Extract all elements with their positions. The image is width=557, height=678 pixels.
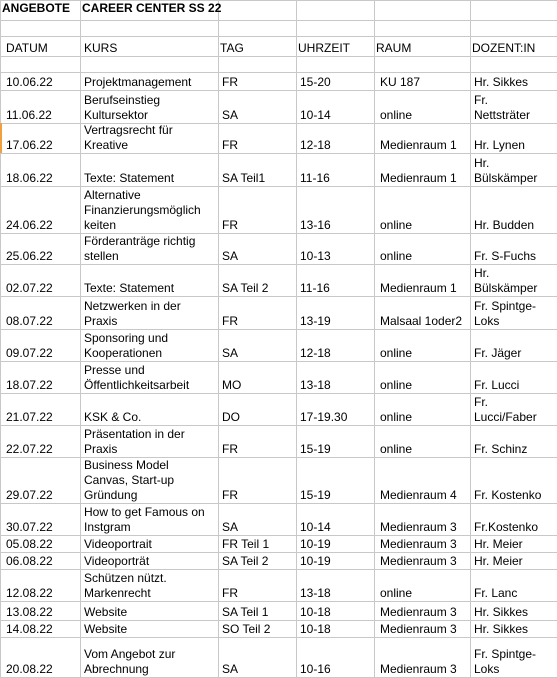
tag-cell[interactable]: [220, 123, 296, 153]
kurs-cell[interactable]: [82, 72, 218, 90]
datum-text: 13.08.22: [6, 605, 53, 619]
kurs-text: Schützen nützt.: [84, 571, 167, 585]
dozent-cell[interactable]: [472, 329, 557, 361]
uhrzeit-text: 10-19: [300, 537, 331, 551]
raum-text: Medienraum 4: [380, 488, 457, 502]
uhrzeit-text: 12-18: [300, 138, 331, 152]
kurs-text: Instgram: [84, 520, 131, 534]
raum-text: Malsaal 1oder2: [380, 314, 463, 328]
title-cell-a[interactable]: [0, 0, 80, 20]
raum-cell[interactable]: [378, 569, 470, 601]
raum-text: online: [380, 249, 413, 263]
dozent-text: Fr. Schinz: [474, 442, 528, 456]
kurs-text: Kooperationen: [84, 346, 163, 360]
kurs-cell[interactable]: [82, 425, 218, 457]
dozent-text: Hr. Sikkes: [474, 605, 529, 619]
raum-text: Medienraum 1: [380, 281, 457, 295]
dozent-text: Fr.: [474, 93, 488, 107]
tag-text: SA Teil 2: [222, 281, 269, 295]
uhrzeit-cell[interactable]: [298, 569, 374, 601]
kurs-cell[interactable]: [82, 264, 218, 296]
tag-cell[interactable]: [220, 637, 296, 677]
raum-text: Medienraum 3: [380, 520, 457, 534]
raum-text: Medienraum 3: [380, 662, 457, 676]
dozent-text: Fr. Lucci: [474, 378, 520, 392]
tag-text: SA: [222, 346, 239, 360]
kurs-text: Gründung: [84, 488, 138, 502]
datum-cell[interactable]: [4, 153, 80, 186]
column-divider: [296, 0, 297, 677]
uhrzeit-cell[interactable]: [298, 153, 374, 186]
kurs-cell[interactable]: [82, 601, 218, 620]
dozent-cell[interactable]: [472, 457, 557, 503]
kurs-text: Projektmanagement: [84, 75, 192, 89]
uhrzeit-text: 13-18: [300, 586, 331, 600]
uhrzeit-cell[interactable]: [298, 264, 374, 296]
dozent-text: Hr. Meier: [474, 554, 523, 568]
kurs-text: Präsentation in der: [84, 427, 185, 441]
datum-cell[interactable]: [4, 123, 80, 153]
uhrzeit-text: 17-19.30: [300, 410, 348, 424]
kurs-cell[interactable]: [82, 153, 218, 186]
dozent-text: Hr. Lynen: [474, 138, 525, 152]
datum-cell[interactable]: [4, 186, 80, 233]
datum-cell[interactable]: [4, 361, 80, 393]
tag-text: SA: [222, 520, 239, 534]
datum-text: 14.08.22: [6, 622, 53, 636]
kurs-text: Texte: Statement: [84, 281, 175, 295]
tag-text: FR: [222, 75, 238, 89]
dozent-cell[interactable]: [472, 569, 557, 601]
uhrzeit-text: 13-19: [300, 314, 331, 328]
column-divider: [80, 0, 81, 677]
column-divider: [0, 0, 1, 677]
dozent-text: Hr.: [474, 156, 490, 170]
kurs-cell[interactable]: [82, 123, 218, 153]
raum-text: Medienraum 3: [380, 554, 457, 568]
kurs-text: Abrechnung: [84, 662, 149, 676]
kurs-text: Website: [84, 622, 128, 636]
uhrzeit-text: 10-13: [300, 249, 331, 263]
raum-text: online: [380, 218, 413, 232]
uhrzeit-text: 15-19: [300, 488, 331, 502]
raum-cell[interactable]: [378, 601, 470, 620]
datum-text: 18.06.22: [6, 171, 53, 185]
kurs-text: How to get Famous on: [84, 505, 205, 519]
tag-cell[interactable]: [220, 329, 296, 361]
raum-cell[interactable]: [378, 233, 470, 264]
dozent-cell[interactable]: [472, 186, 557, 233]
column-divider: [470, 0, 471, 677]
dozent-text: Loks: [474, 314, 500, 328]
header-datum[interactable]: DATUM: [6, 41, 48, 55]
title-a: ANGEBOTE: [2, 1, 71, 15]
kurs-text: Canvas, Start-up: [84, 473, 175, 487]
dozent-cell[interactable]: [472, 264, 557, 296]
column-divider: [218, 0, 219, 677]
uhrzeit-cell[interactable]: [298, 601, 374, 620]
datum-cell[interactable]: [4, 233, 80, 264]
tag-text: FR: [222, 314, 238, 328]
uhrzeit-cell[interactable]: [298, 457, 374, 503]
kurs-text: Förderanträge richtig: [84, 234, 196, 248]
kurs-text: Praxis: [84, 314, 118, 328]
tag-text: FR: [222, 442, 238, 456]
raum-text: Medienraum 3: [380, 622, 457, 636]
tag-cell[interactable]: [220, 620, 296, 637]
kurs-text: Netzwerken in der: [84, 299, 181, 313]
kurs-text: KSK & Co.: [84, 410, 142, 424]
raum-cell[interactable]: [378, 123, 470, 153]
datum-text: 11.06.22: [6, 108, 52, 122]
kurs-text: Praxis: [84, 442, 118, 456]
row-marker: [0, 123, 2, 153]
raum-text: online: [380, 108, 413, 122]
uhrzeit-text: 10-14: [300, 108, 331, 122]
row-divider: [0, 56, 557, 57]
uhrzeit-cell[interactable]: [298, 72, 374, 90]
datum-cell[interactable]: [4, 457, 80, 503]
raum-text: Medienraum 3: [380, 605, 457, 619]
kurs-text: stellen: [84, 249, 119, 263]
kurs-text: Business Model: [84, 458, 169, 472]
uhrzeit-cell[interactable]: [298, 535, 374, 552]
datum-text: 17.06.22: [6, 138, 53, 152]
tag-cell[interactable]: [220, 153, 296, 186]
raum-cell[interactable]: [378, 296, 470, 329]
tag-text: FR Teil 1: [222, 537, 270, 551]
datum-text: 02.07.22: [6, 281, 53, 295]
dozent-cell[interactable]: [472, 361, 557, 393]
tag-text: SA: [222, 662, 239, 676]
dozent-cell[interactable]: [472, 123, 557, 153]
raum-cell[interactable]: [378, 329, 470, 361]
datum-cell[interactable]: [4, 552, 80, 569]
kurs-text: Vertragsrecht für: [84, 123, 173, 137]
tag-cell[interactable]: [220, 264, 296, 296]
tag-cell[interactable]: [220, 72, 296, 90]
kurs-cell[interactable]: [82, 637, 218, 677]
raum-cell[interactable]: [378, 425, 470, 457]
kurs-cell[interactable]: [82, 620, 218, 637]
kurs-cell[interactable]: [82, 361, 218, 393]
datum-cell[interactable]: [4, 425, 80, 457]
tag-text: SO Teil 2: [222, 622, 271, 636]
datum-cell[interactable]: [4, 329, 80, 361]
dozent-text: Fr. Kostenko: [474, 488, 542, 502]
tag-cell[interactable]: [220, 186, 296, 233]
raum-text: online: [380, 586, 413, 600]
kurs-text: Texte: Statement: [84, 171, 175, 185]
tag-cell[interactable]: [220, 393, 296, 425]
raum-cell[interactable]: [378, 503, 470, 535]
dozent-cell[interactable]: [472, 503, 557, 535]
datum-text: 25.06.22: [6, 249, 53, 263]
datum-text: 29.07.22: [6, 488, 53, 502]
kurs-text: Kultursektor: [84, 108, 149, 122]
kurs-text: Vom Angebot zur: [84, 647, 176, 661]
kurs-text: keiten: [84, 218, 117, 232]
datum-cell[interactable]: [4, 296, 80, 329]
datum-text: 05.08.22: [6, 537, 53, 551]
header-tag[interactable]: TAG: [220, 41, 244, 55]
kurs-text: Presse und: [84, 363, 145, 377]
raum-text: Medienraum 1: [380, 171, 457, 185]
tag-text: SA Teil 2: [222, 554, 269, 568]
dozent-cell[interactable]: [472, 393, 557, 425]
dozent-text: Hr. Meier: [474, 537, 523, 551]
raum-text: online: [380, 410, 413, 424]
raum-text: online: [380, 442, 413, 456]
datum-text: 30.07.22: [6, 520, 53, 534]
kurs-text: Videoporträt: [84, 554, 150, 568]
raum-cell[interactable]: [378, 393, 470, 425]
uhrzeit-cell[interactable]: [298, 393, 374, 425]
dozent-text: Fr. Spintge-: [474, 647, 537, 661]
tag-cell[interactable]: [220, 601, 296, 620]
tag-cell[interactable]: [220, 425, 296, 457]
dozent-cell[interactable]: [472, 620, 557, 637]
kurs-text: Finanzierungsmöglich: [84, 203, 201, 217]
raum-cell[interactable]: [378, 457, 470, 503]
kurs-cell[interactable]: [82, 552, 218, 569]
uhrzeit-text: 11-16: [300, 281, 330, 295]
kurs-cell[interactable]: [82, 233, 218, 264]
uhrzeit-text: 10-18: [300, 622, 331, 636]
raum-cell[interactable]: [378, 637, 470, 677]
kurs-text: Website: [84, 605, 128, 619]
tag-text: SA Teil 1: [222, 605, 269, 619]
datum-text: 20.08.22: [6, 662, 53, 676]
kurs-cell[interactable]: [82, 296, 218, 329]
datum-cell[interactable]: [4, 264, 80, 296]
raum-text: KU 187: [380, 75, 421, 89]
kurs-text: Videoportrait: [84, 537, 152, 551]
dozent-cell[interactable]: [472, 233, 557, 264]
dozent-text: Hr. Sikkes: [474, 75, 529, 89]
dozent-text: Bülskämper: [474, 281, 538, 295]
tag-cell[interactable]: [220, 569, 296, 601]
datum-text: 21.07.22: [6, 410, 53, 424]
datum-cell[interactable]: [4, 393, 80, 425]
tag-cell[interactable]: [220, 503, 296, 535]
datum-text: 09.07.22: [6, 346, 53, 360]
kurs-cell[interactable]: [82, 329, 218, 361]
dozent-text: Fr. S-Fuchs: [474, 249, 537, 263]
uhrzeit-text: 10-16: [300, 662, 331, 676]
raum-cell[interactable]: [378, 535, 470, 552]
dozent-text: Fr. Jäger: [474, 346, 522, 360]
dozent-text: Fr.: [474, 395, 488, 409]
uhrzeit-cell[interactable]: [298, 361, 374, 393]
raum-cell[interactable]: [378, 186, 470, 233]
kurs-text: Sponsoring und: [84, 331, 169, 345]
uhrzeit-text: 10-18: [300, 605, 331, 619]
dozent-cell[interactable]: [472, 552, 557, 569]
datum-cell[interactable]: [4, 637, 80, 677]
tag-text: FR: [222, 488, 238, 502]
dozent-text: Fr. Lanc: [474, 586, 518, 600]
kurs-text: Markenrecht: [84, 586, 151, 600]
datum-cell[interactable]: [4, 620, 80, 637]
title-b: CAREER CENTER SS 22: [82, 1, 222, 15]
dozent-cell[interactable]: [472, 90, 557, 123]
dozent-text: Fr. Spintge-: [474, 299, 537, 313]
kurs-text: Kreative: [84, 138, 129, 152]
kurs-cell[interactable]: [82, 186, 218, 233]
uhrzeit-cell[interactable]: [298, 503, 374, 535]
uhrzeit-cell[interactable]: [298, 90, 374, 123]
title-cell-b[interactable]: [80, 0, 300, 20]
uhrzeit-cell[interactable]: [298, 296, 374, 329]
dozent-cell[interactable]: [472, 72, 557, 90]
raum-text: online: [380, 346, 413, 360]
column-divider: [374, 0, 375, 677]
dozent-text: Hr. Sikkes: [474, 622, 529, 636]
tag-cell[interactable]: [220, 457, 296, 503]
uhrzeit-cell[interactable]: [298, 552, 374, 569]
uhrzeit-text: 11-16: [300, 171, 330, 185]
tag-text: FR: [222, 218, 238, 232]
tag-text: MO: [222, 378, 242, 392]
dozent-cell[interactable]: [472, 153, 557, 186]
raum-cell[interactable]: [378, 620, 470, 637]
uhrzeit-cell[interactable]: [298, 123, 374, 153]
kurs-cell[interactable]: [82, 535, 218, 552]
dozent-text: Nettsträter: [474, 108, 531, 122]
kurs-cell[interactable]: [82, 457, 218, 503]
uhrzeit-text: 10-14: [300, 520, 331, 534]
tag-text: SA Teil1: [222, 171, 266, 185]
datum-cell[interactable]: [4, 90, 80, 123]
dozent-cell[interactable]: [472, 637, 557, 677]
raum-cell[interactable]: [378, 361, 470, 393]
uhrzeit-text: 13-16: [300, 218, 331, 232]
kurs-text: Öffentlichkeitsarbeit: [84, 378, 190, 392]
datum-text: 22.07.22: [6, 442, 53, 456]
tag-text: SA: [222, 108, 239, 122]
uhrzeit-cell[interactable]: [298, 233, 374, 264]
dozent-cell[interactable]: [472, 535, 557, 552]
datum-cell[interactable]: [4, 569, 80, 601]
tag-cell[interactable]: [220, 233, 296, 264]
datum-text: 18.07.22: [6, 378, 53, 392]
raum-text: online: [380, 378, 413, 392]
header-kurs[interactable]: KURS: [84, 41, 118, 55]
datum-cell[interactable]: [4, 503, 80, 535]
dozent-text: Lucci/Faber: [474, 410, 537, 424]
tag-text: FR: [222, 586, 238, 600]
dozent-text: Hr.: [474, 266, 490, 280]
tag-cell[interactable]: [220, 552, 296, 569]
raum-cell[interactable]: [378, 264, 470, 296]
raum-text: Medienraum 1: [380, 138, 457, 152]
datum-text: 24.06.22: [6, 218, 53, 232]
datum-text: 10.06.22: [6, 75, 53, 89]
tag-cell[interactable]: [220, 361, 296, 393]
datum-text: 06.08.22: [6, 554, 53, 568]
dozent-text: Hr. Budden: [474, 218, 535, 232]
kurs-text: Alternative: [84, 188, 141, 202]
row-divider: [0, 20, 557, 21]
tag-text: DO: [222, 410, 240, 424]
datum-cell[interactable]: [4, 601, 80, 620]
tag-text: SA: [222, 249, 239, 263]
dozent-text: Fr.Kostenko: [474, 520, 539, 534]
raum-cell[interactable]: [378, 552, 470, 569]
uhrzeit-cell[interactable]: [298, 620, 374, 637]
tag-cell[interactable]: [220, 90, 296, 123]
dozent-cell[interactable]: [472, 296, 557, 329]
uhrzeit-text: 13-18: [300, 378, 331, 392]
uhrzeit-cell[interactable]: [298, 637, 374, 677]
dozent-cell[interactable]: [472, 425, 557, 457]
datum-text: 08.07.22: [6, 314, 53, 328]
uhrzeit-cell[interactable]: [298, 186, 374, 233]
tag-cell[interactable]: [220, 296, 296, 329]
kurs-cell[interactable]: [82, 393, 218, 425]
uhrzeit-text: 12-18: [300, 346, 331, 360]
header-raum[interactable]: RAUM: [376, 41, 412, 55]
uhrzeit-text: 15-19: [300, 442, 331, 456]
uhrzeit-cell[interactable]: [298, 329, 374, 361]
dozent-text: Bülskämper: [474, 171, 538, 185]
datum-cell[interactable]: [4, 535, 80, 552]
raum-cell[interactable]: [378, 72, 470, 90]
uhrzeit-text: 15-20: [300, 75, 331, 89]
dozent-cell[interactable]: [472, 601, 557, 620]
header-uhrzeit[interactable]: UHRZEIT: [298, 41, 350, 55]
kurs-text: Berufseinstieg: [84, 93, 161, 107]
datum-text: 12.08.22: [6, 586, 53, 600]
kurs-cell[interactable]: [82, 503, 218, 535]
raum-text: Medienraum 3: [380, 537, 457, 551]
tag-cell[interactable]: [220, 535, 296, 552]
uhrzeit-cell[interactable]: [298, 425, 374, 457]
kurs-cell[interactable]: [82, 90, 218, 123]
header-dozent[interactable]: DOZENT:IN: [472, 41, 536, 55]
datum-cell[interactable]: [4, 72, 80, 90]
uhrzeit-text: 10-19: [300, 554, 331, 568]
raum-cell[interactable]: [378, 90, 470, 123]
tag-text: FR: [222, 138, 238, 152]
dozent-text: Loks: [474, 662, 500, 676]
kurs-cell[interactable]: [82, 569, 218, 601]
raum-cell[interactable]: [378, 153, 470, 186]
